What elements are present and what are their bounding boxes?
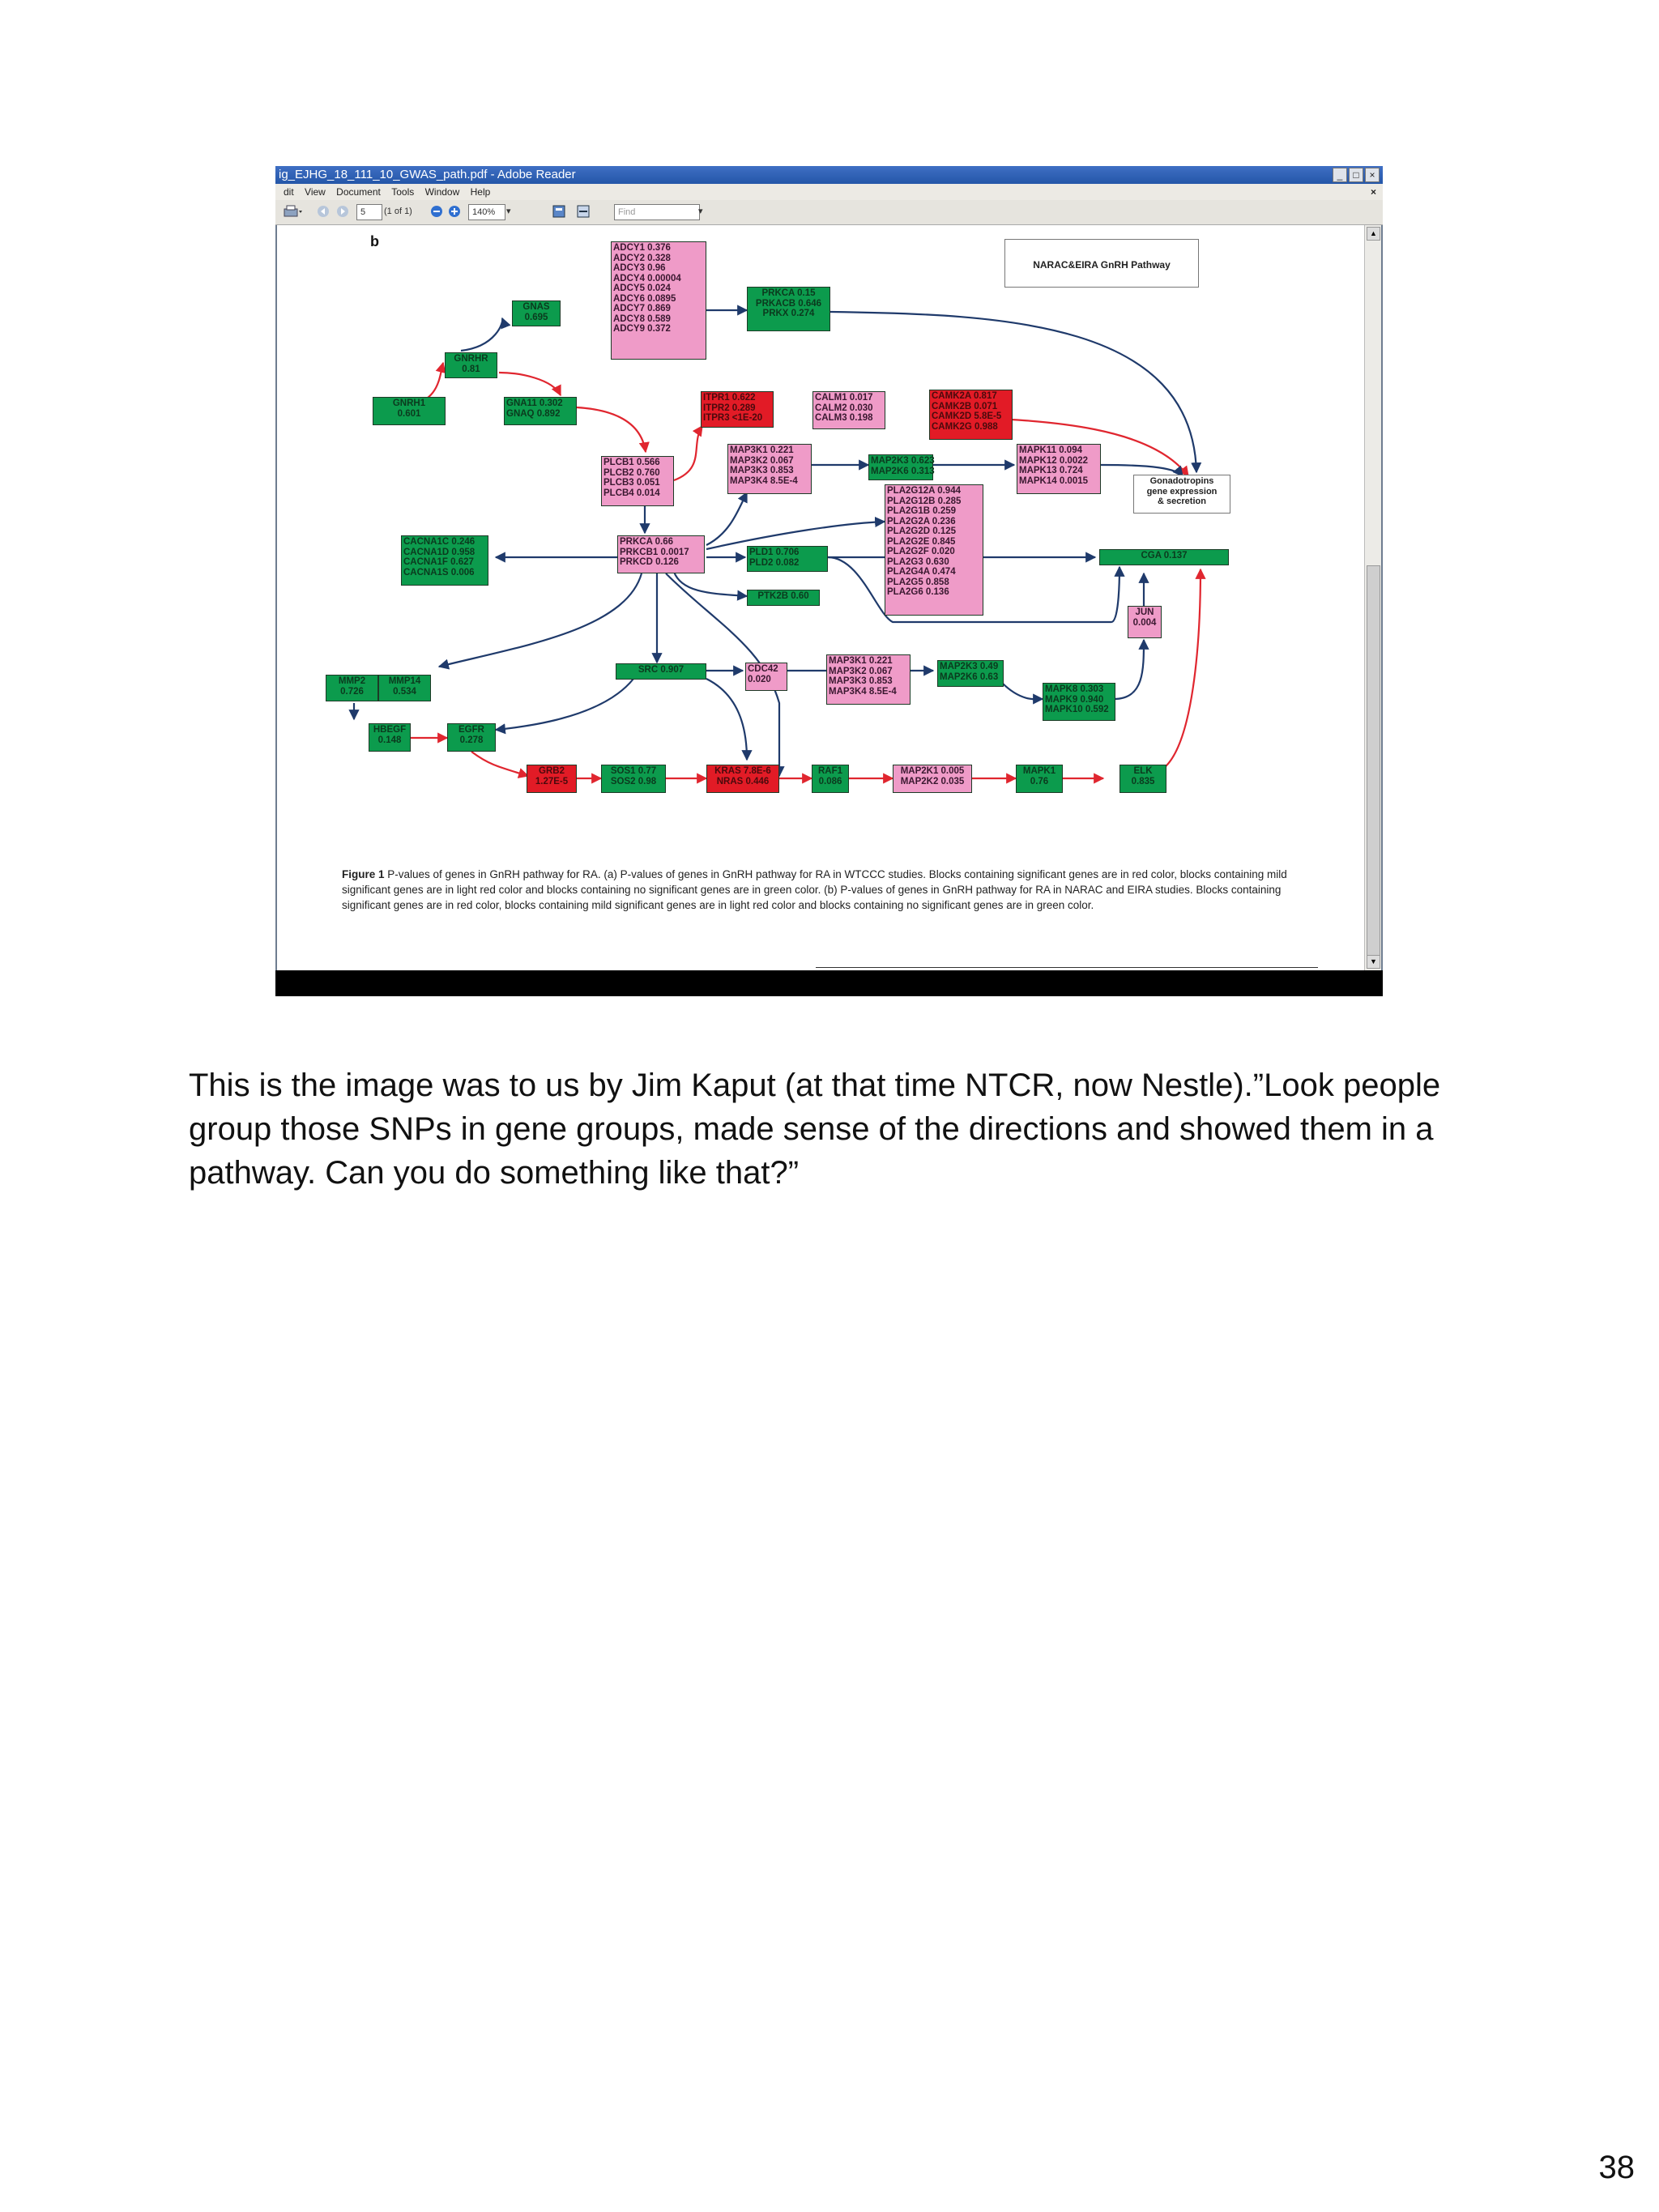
node-jun: JUN 0.004 <box>1128 606 1162 638</box>
find-dropdown-icon[interactable]: ▾ <box>698 207 703 216</box>
page-number-input[interactable]: 5 <box>356 204 382 220</box>
minimize-button[interactable]: _ <box>1333 168 1347 182</box>
menu-help[interactable]: Help <box>470 186 491 198</box>
node-map2k3-low: MAP2K3 0.49 MAP2K6 0.63 <box>937 660 1004 687</box>
node-cdc42: CDC42 0.020 <box>745 663 787 691</box>
node-itpr: ITPR1 0.622 ITPR2 0.289 ITPR3 <1E-20 <box>701 391 774 428</box>
node-ptk2b: PTK2B 0.60 <box>747 590 820 606</box>
document-close-button[interactable]: × <box>1370 186 1376 198</box>
menu-edit[interactable]: dit <box>284 186 294 198</box>
gonadotropins-output-box: Gonadotropins gene expression & secretion <box>1133 475 1230 514</box>
figure-caption-text: P-values of genes in GnRH pathway for RA. (a) P-values of genes in GnRH pathway for RA in WTCCC studies. Blocks containing significant genes are in red color, blocks containing mild significant genes are in light red color and blocks containing no significant genes are in green color. (b) P-values of genes in GnRH pathway for RA in NARAC and EIRA studies. Blocks containing significant genes are in red color, blocks containing mild significant genes are in light red color and blocks containing no significant genes are in green color. <box>342 868 1287 911</box>
vertical-scrollbar[interactable] <box>1364 225 1381 970</box>
window-controls <box>1333 168 1380 182</box>
node-hbegf: HBEGF 0.148 <box>369 723 411 752</box>
pdf-page <box>277 225 1364 970</box>
print-icon[interactable] <box>282 204 303 219</box>
zoom-in-icon[interactable] <box>447 204 462 219</box>
node-egfr: EGFR 0.278 <box>447 723 496 752</box>
node-mmp14: MMP14 0.534 <box>378 675 431 701</box>
node-map2k3-top: MAP2K3 0.623 MAP2K6 0.313 <box>868 454 933 480</box>
node-gnrh1: GNRH1 0.601 <box>373 397 446 425</box>
prev-page-icon[interactable] <box>316 204 331 219</box>
bottom-black-bar <box>275 970 1383 996</box>
node-adcy: ADCY1 0.376 ADCY2 0.328 ADCY3 0.96 ADCY4 0.00004 ADCY5 0.024 ADCY6 0.0895 ADCY7 0.869 ADCY8 0.589 ADCY9 0.372 <box>611 241 706 360</box>
node-cga: CGA 0.137 <box>1099 549 1229 565</box>
window-title: ig_EJHG_18_111_10_GWAS_path.pdf - Adobe Reader <box>279 168 576 181</box>
toolbar <box>275 200 1383 225</box>
node-mapk1: MAPK1 0.76 <box>1016 765 1063 793</box>
node-map2k1: MAP2K1 0.005 MAP2K2 0.035 <box>893 765 972 793</box>
node-mapk11: MAPK11 0.094 MAPK12 0.0022 MAPK13 0.724 MAPK14 0.0015 <box>1017 444 1101 494</box>
menu-bar <box>275 184 1383 200</box>
menu-tools[interactable]: Tools <box>391 186 415 198</box>
pdf-viewer-window <box>275 166 1383 996</box>
menu-view[interactable]: View <box>305 186 326 198</box>
slide-body-text: This is the image was to us by Jim Kaput (at that time NTCR, now Nestle).”Look people group those SNPs in gene groups, made sense of the directions and showed them in a pathway. Can you do something like that?” <box>189 1068 1441 1191</box>
chevron-down-icon[interactable]: ▾ <box>506 207 511 216</box>
node-elk: ELK 0.835 <box>1120 765 1166 793</box>
node-camk: CAMK2A 0.817 CAMK2B 0.071 CAMK2D 5.8E-5 CAMK2G 0.988 <box>929 390 1013 440</box>
node-prkca-mid: PRKCA 0.66 PRKCB1 0.0017 PRKCD 0.126 <box>617 535 705 573</box>
node-plcb: PLCB1 0.566 PLCB2 0.760 PLCB3 0.051 PLCB4 0.014 <box>601 456 674 506</box>
node-mmp2: MMP2 0.726 <box>326 675 378 701</box>
menu-document[interactable]: Document <box>336 186 381 198</box>
footer-rule <box>816 967 1318 968</box>
maximize-button[interactable]: □ <box>1349 168 1363 182</box>
figure-caption <box>342 867 1298 913</box>
node-calm: CALM1 0.017 CALM2 0.030 CALM3 0.198 <box>812 391 885 429</box>
page-count: (1 of 1) <box>384 207 412 216</box>
menu-window[interactable]: Window <box>424 186 460 198</box>
scroll-thumb[interactable] <box>1367 565 1380 956</box>
node-map3k-low: MAP3K1 0.221 MAP3K2 0.067 MAP3K3 0.853 MAP3K4 8.5E-4 <box>826 654 911 705</box>
node-cacna: CACNA1C 0.246 CACNA1D 0.958 CACNA1F 0.627 CACNA1S 0.006 <box>401 535 488 586</box>
figure-panel-label: b <box>370 233 379 249</box>
node-src: SRC 0.907 <box>616 663 706 680</box>
next-page-icon[interactable] <box>335 204 350 219</box>
node-kras: KRAS 7.8E-6 NRAS 0.446 <box>706 765 779 793</box>
scroll-up-icon[interactable]: ▲ <box>1367 227 1380 241</box>
pathway-legend-box: NARAC&EIRA GnRH Pathway <box>1004 239 1199 288</box>
pathway-arrows <box>277 225 1364 970</box>
figure-caption-label: Figure 1 <box>342 868 385 880</box>
scroll-down-icon[interactable]: ▼ <box>1367 955 1380 969</box>
node-gnas: GNAS 0.695 <box>512 300 561 326</box>
node-raf1: RAF1 0.086 <box>812 765 849 793</box>
fit-page-icon[interactable] <box>551 204 567 219</box>
slide-page-number: 38 <box>1598 2150 1635 2185</box>
find-input[interactable]: Find <box>614 204 700 220</box>
node-gnrhr: GNRHR 0.81 <box>445 352 497 378</box>
node-sos: SOS1 0.77 SOS2 0.98 <box>601 765 666 793</box>
title-bar <box>275 166 1383 184</box>
node-map3k-top: MAP3K1 0.221 MAP3K2 0.067 MAP3K3 0.853 MAP3K4 8.5E-4 <box>727 444 812 494</box>
close-button[interactable]: × <box>1365 168 1380 182</box>
node-pla2g: PLA2G12A 0.944 PLA2G12B 0.285 PLA2G1B 0.259 PLA2G2A 0.236 PLA2G2D 0.125 PLA2G2E 0.845 PLA2G2F 0.020 PLA2G3 0.630 PLA2G4A 0.474 PLA2G5 0.858 PLA2G6 0.136 <box>885 484 983 616</box>
node-prkca-top: PRKCA 0.15 PRKACB 0.646 PRKX 0.274 <box>747 287 830 331</box>
fit-width-icon[interactable] <box>575 204 591 219</box>
node-pld: PLD1 0.706 PLD2 0.082 <box>747 546 828 572</box>
node-grb2: GRB2 1.27E-5 <box>527 765 577 793</box>
zoom-out-icon[interactable] <box>429 204 444 219</box>
node-mapk8: MAPK8 0.303 MAPK9 0.940 MAPK10 0.592 <box>1043 683 1115 721</box>
node-gna11: GNA11 0.302 GNAQ 0.892 <box>504 397 577 425</box>
zoom-level-select[interactable]: 140% <box>468 204 505 220</box>
